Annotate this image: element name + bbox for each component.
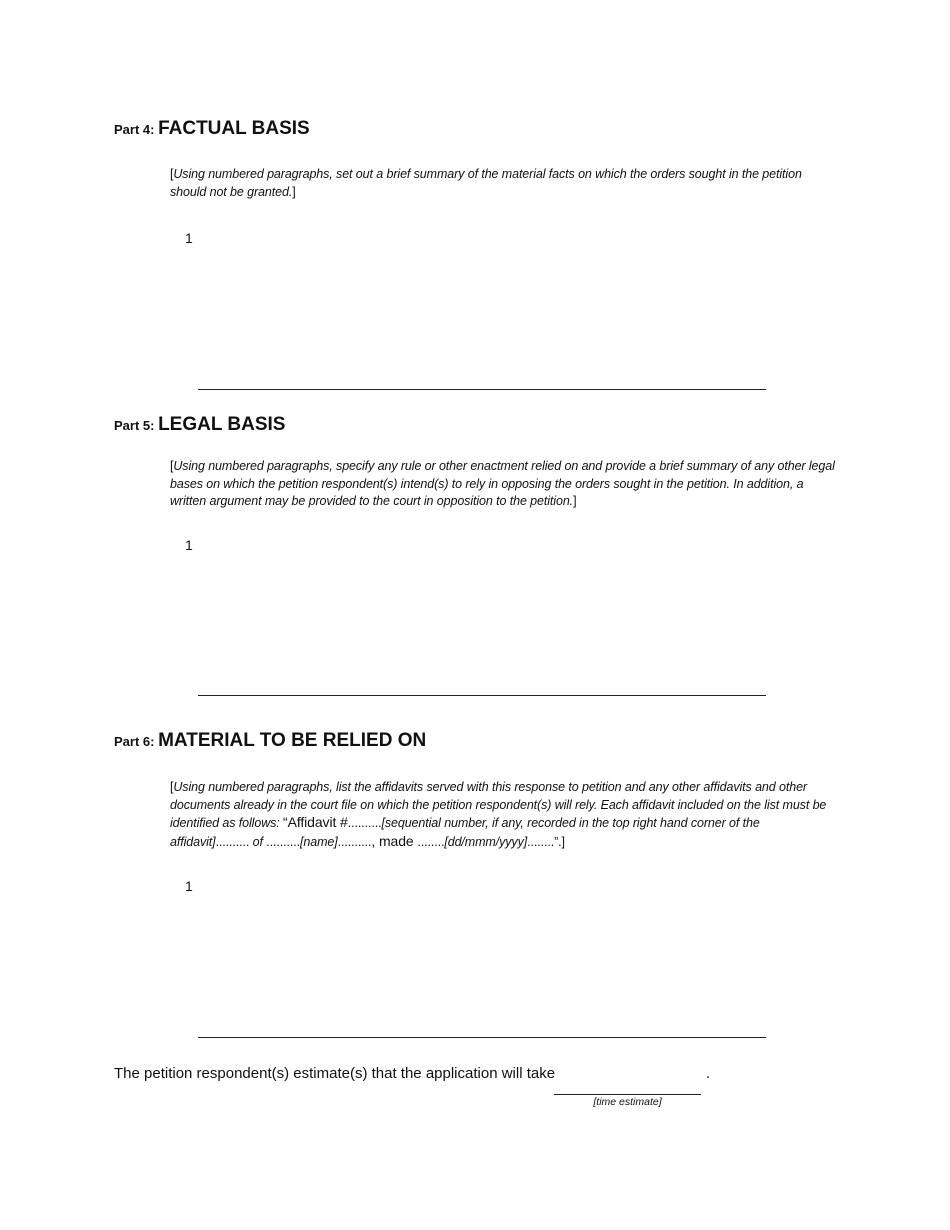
- part-6-paragraph-number: 1: [185, 878, 193, 894]
- bracket-open: [: [170, 780, 174, 794]
- part-6-label: Part 6:: [114, 734, 159, 749]
- time-estimate-caption: [time estimate]: [593, 1096, 662, 1108]
- time-estimate-period: .: [706, 1065, 711, 1082]
- bracket-close: ]: [292, 184, 296, 199]
- bracket-open: [: [170, 167, 174, 181]
- dots-1: ..........: [347, 816, 382, 831]
- part-5-label: Part 5:: [114, 418, 159, 433]
- dots-3: ..........: [266, 834, 301, 849]
- affidavit-prefix: “Affidavit #: [283, 814, 348, 831]
- part-4-title: FACTUAL BASIS: [158, 118, 310, 139]
- part-4-label: Part 4:: [114, 122, 159, 137]
- part-6-instruction-text: Using numbered paragraphs, list the affidavits served with this response to petition and any other affidavits and other documents already in the court file on which the petition respondent(s) will rely. Each affidavit included on the list must be identified as follows:: [170, 780, 827, 831]
- part-4-instruction-text: Using numbered paragraphs, set out a brief summary of the material facts on which the orders sought in the petition should not be granted.: [170, 167, 802, 199]
- part-5-title: LEGAL BASIS: [158, 414, 286, 435]
- part-4-paragraph-number: 1: [185, 230, 193, 246]
- name-hint: [name]: [300, 834, 338, 849]
- of-word: of: [249, 834, 267, 849]
- date-format-hint: [dd/mmm/yyyy]: [444, 834, 528, 849]
- part-6-divider: [198, 1037, 766, 1038]
- part-5-instruction-text: Using numbered paragraphs, specify any rule or other enactment relied on and provide a brief summary of any other legal bases on which the petition respondent(s) intend(s) to rely in opposing the orders sought in the petition. In addition, a written argument may be provided to the court in opposition to the petition.: [170, 459, 835, 509]
- part-5-divider: [198, 695, 766, 696]
- sequential-number-hint: [sequential number, if any, recorded in the top right hand corner of the affidavit]: [170, 816, 760, 849]
- part-4-divider: [198, 389, 766, 390]
- part-5-instruction: [170, 458, 835, 511]
- part-5-heading: [114, 414, 285, 436]
- part-6-title: MATERIAL TO BE RELIED ON: [158, 730, 427, 751]
- part-6-heading: [114, 730, 426, 752]
- time-estimate-sentence: The petition respondent(s) estimate(s) that the application will take: [114, 1065, 556, 1082]
- dots-4: ..........: [337, 834, 372, 849]
- bracket-close: ]: [573, 494, 577, 509]
- part-5-paragraph-number: 1: [185, 537, 193, 553]
- closing-quote-bracket: ”.]: [554, 834, 565, 849]
- part-4-instruction: [170, 166, 835, 201]
- time-estimate-field[interactable]: [554, 1065, 701, 1095]
- made-word: , made: [371, 832, 418, 849]
- dots-6: ........: [527, 834, 555, 849]
- part-6-instruction: [170, 779, 835, 851]
- part-4-heading: [114, 118, 310, 140]
- bracket-open: [: [170, 459, 174, 473]
- dots-2: ..........: [215, 834, 250, 849]
- dots-5: ........: [417, 834, 445, 849]
